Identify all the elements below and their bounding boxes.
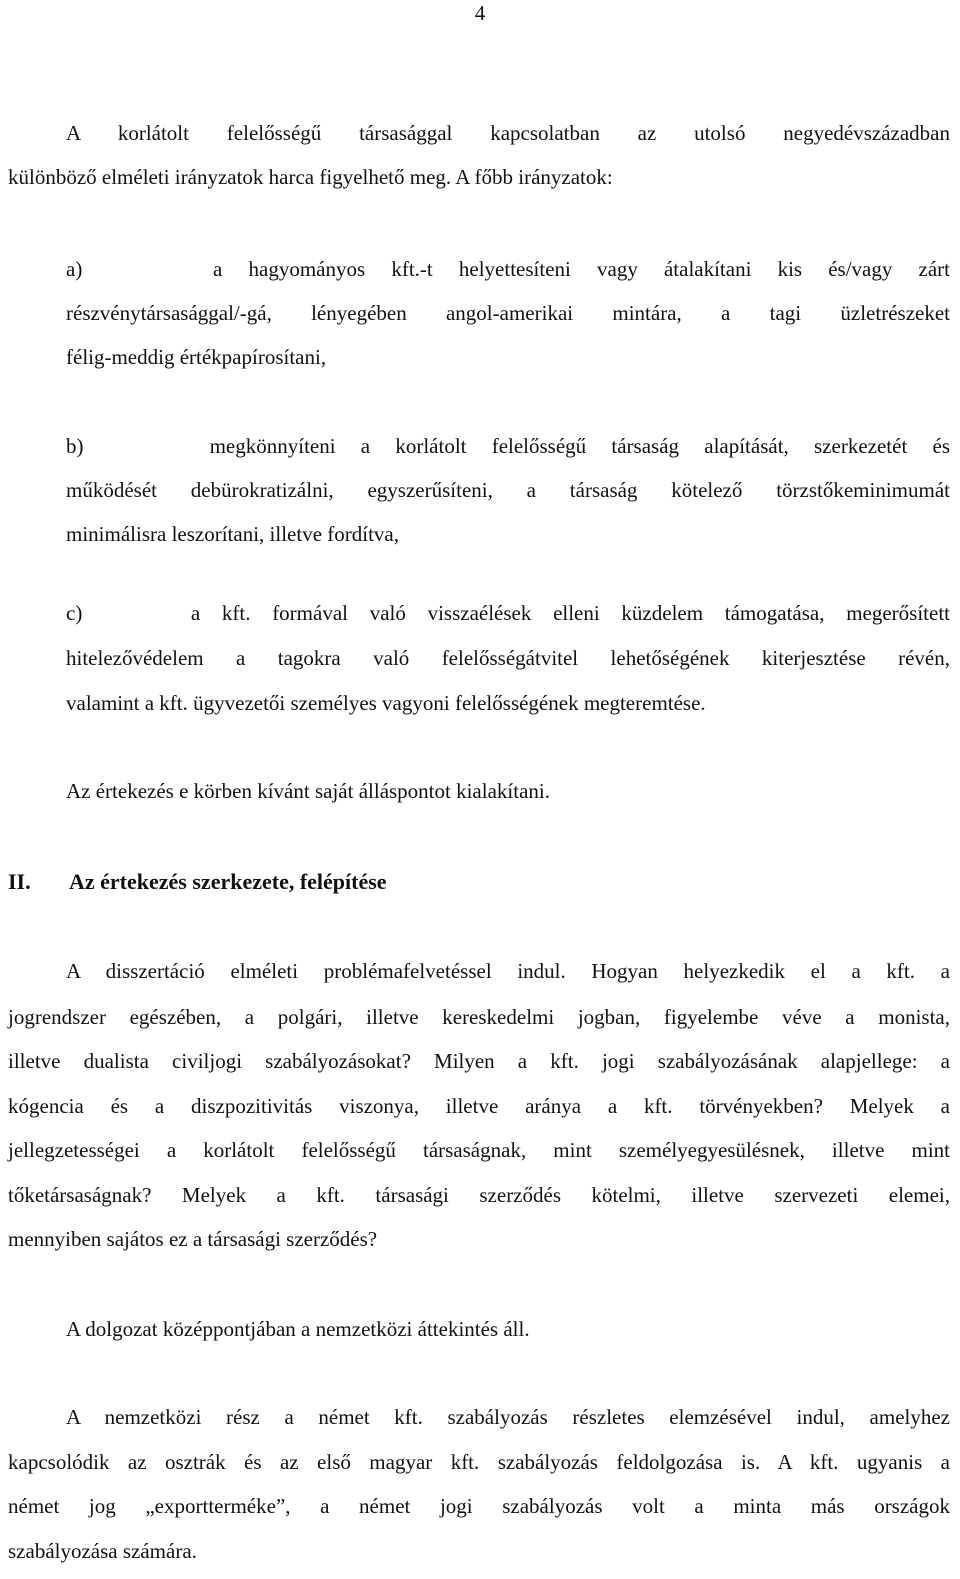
intro-line-2: különböző elméleti irányzatok harca figyelhető meg. A főbb irányzatok:	[8, 165, 613, 189]
list-item-c-line-3: valamint a kft. ügyvezetői személyes vagyoni felelősségének megteremtése.	[66, 691, 706, 715]
list-item-a-line-3: félig-meddig értékpapírosítani,	[66, 345, 327, 369]
section-number: II.	[8, 869, 31, 894]
para1-line-6: tőketársaságnak? Melyek a kft. társasági szerződés kötelmi, illetve szervezeti elemei,	[8, 1183, 950, 1207]
list-item-a-line-1: a) a hagyományos kft.-t helyettesíteni vagy átalakítani kis és/vagy zárt	[66, 257, 950, 281]
section-heading	[8, 868, 948, 898]
para1-line-7: mennyiben sajátos ez a társasági szerződés?	[8, 1227, 378, 1251]
para2: A dolgozat középpontjában a nemzetközi áttekintés áll.	[66, 1317, 530, 1341]
list-item-a-line-2: részvénytársasággal/-gá, lényegében angol-amerikai mintára, a tagi üzletrészeket	[66, 301, 950, 325]
list-item-b-line-2: működését debürokratizálni, egyszerűsíteni, a társaság kötelező törzstőkeminimumát	[66, 478, 950, 502]
intro-line-1: A korlátolt felelősségű társasággal kapcsolatban az utolsó negyedévszázadban	[66, 121, 950, 145]
page-number: 4	[474, 1, 486, 25]
para1-line-5: jellegzetességei a korlátolt felelősségű társaságnak, mint személyegyesülésnek, illetve mint	[8, 1138, 950, 1162]
section-title: Az értekezés szerkezete, felépítése	[69, 869, 387, 894]
list-item-b-line-1: b) megkönnyíteni a korlátolt felelősségű társaság alapítását, szerkezetét és	[66, 434, 950, 458]
para3-line-2: kapcsolódik az osztrák és az első magyar kft. szabályozás feldolgozása is. A kft. ugyanis a	[8, 1450, 950, 1474]
para3-line-3: német jog „exportterméke”, a német jogi szabályozás volt a minta más országok	[8, 1494, 950, 1518]
intro-closing: Az értekezés e körben kívánt saját álláspontot kialakítani.	[66, 779, 550, 803]
para1-line-2: jogrendszer egészében, a polgári, illetve kereskedelmi jogban, figyelembe véve a monista,	[8, 1005, 950, 1029]
para3-line-4: szabályozása számára.	[8, 1539, 197, 1563]
para1-line-4: kógencia és a diszpozitivitás viszonya, illetve aránya a kft. törvényekben? Melyek a	[8, 1094, 950, 1118]
list-item-c-line-1: c) a kft. formával való visszaélések elleni küzdelem támogatása, megerősített	[66, 601, 950, 625]
para1-line-3: illetve dualista civiljogi szabályozásokat? Milyen a kft. jogi szabályozásának alapjellege: a	[8, 1049, 950, 1073]
para1-line-1: A disszertáció elméleti problémafelvetéssel indul. Hogyan helyezkedik el a kft. a	[66, 959, 950, 983]
list-item-c-line-2: hitelezővédelem a tagokra való felelősségátvitel lehetőségének kiterjesztése révén,	[66, 646, 950, 670]
para3-line-1: A nemzetközi rész a német kft. szabályozás részletes elemzésével indul, amelyhez	[66, 1405, 950, 1429]
list-item-b-line-3: minimálisra leszorítani, illetve fordítva,	[66, 522, 399, 546]
